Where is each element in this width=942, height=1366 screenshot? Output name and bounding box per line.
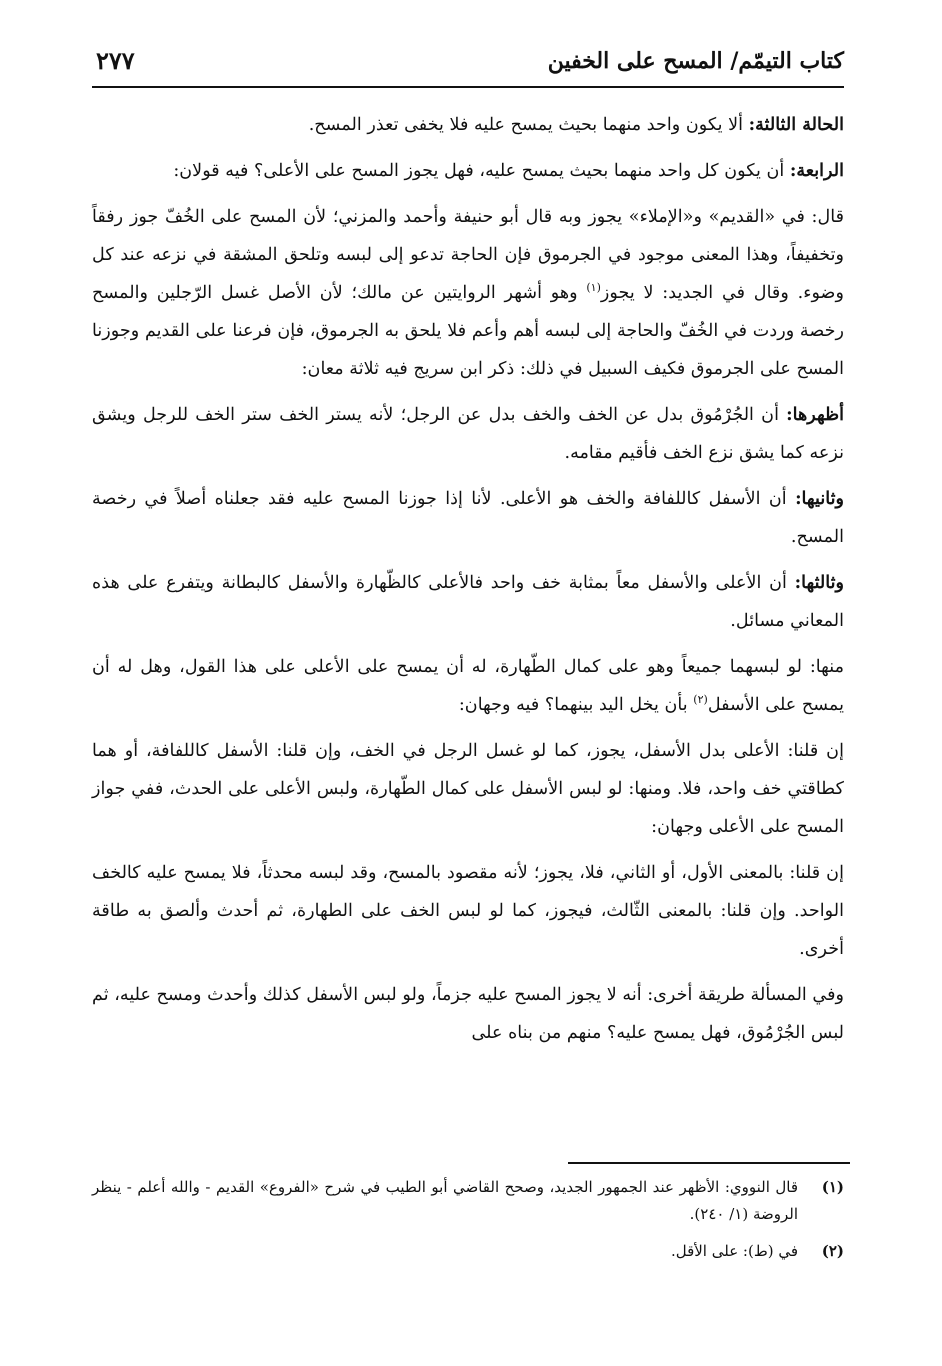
footnote-text: في (ط): على الأقل. <box>670 1242 798 1260</box>
paragraph-text: قال: في «القديم» و«الإملاء» يجوز وبه قال أبو حنيفة وأحمد والمزني؛ لأن المسح على الخُفّ جوز رفقاً وتخفيفاً، وهذا المعنى موجود في الجرموق فإن الحاجة تدعو إلى لبسه وتلحق المشقة في نزعه عند كل وضوء. وقال في الجديد: لا يجوز <box>92 207 844 303</box>
paragraph-lead: وثانيها: <box>795 488 844 509</box>
paragraph-text: إن قلنا: الأعلى بدل الأسفل، يجوز، كما لو غسل الرجل في الخف، وإن قلنا: الأسفل كاللفافة، أو هما كطاقتي خف واحد، فلا. ومنها: لو لبس الأسفل على كمال الطّهارة، ولبس الأعلى على الحدث، ففي جواز المسح على الأعلى وجهان: <box>92 741 844 837</box>
footnote-item <box>92 1238 844 1265</box>
footnote-number: (١) <box>821 1178 844 1196</box>
paragraph-text: أن يكون كل واحد منهما بحيث يمسح عليه، فهل يجوز المسح على الأعلى؟ فيه قولان: <box>173 161 790 181</box>
paragraph-text: منها: لو لبسهما جميعاً وهو على كمال الطّهارة، له أن يمسح على الأعلى على هذا القول، وهل له أن يمسح على الأسفل <box>92 657 844 715</box>
paragraph <box>92 976 844 1052</box>
main-text <box>92 106 844 1052</box>
paragraph-text: وفي المسألة طريقة أخرى: أنه لا يجوز المسح عليه جزماً، ولو لبس الأسفل كذلك وأحدث ومسح عليه، ثم لبس الجُرْمُوق، فهل يمسح عليه؟ منهم من بناه على <box>92 985 844 1043</box>
paragraph <box>92 152 844 190</box>
paragraph <box>92 564 844 640</box>
paragraph-text: أن الجُرْمُوق بدل عن الخف والخف بدل عن الرجل؛ لأنه يستر الخف ستر الخف للرجل ويشق نزعه كما يشق نزع الخف فأقيم مقامه. <box>92 405 844 463</box>
footnote-marker[interactable]: (٢) <box>693 693 708 707</box>
paragraph-lead: الحالة الثالثة: <box>748 114 844 135</box>
running-title: كتاب التيمّم/ المسح على الخفين <box>547 48 844 74</box>
paragraph <box>92 648 844 724</box>
paragraph <box>92 480 844 556</box>
paragraph-text: أن الأسفل كاللفافة والخف هو الأعلى. لأنا إذا جوزنا المسح عليه فقد جعلناه أصلاً في رخصة المسح. <box>92 489 844 547</box>
footnotes <box>92 1174 844 1275</box>
paragraph-lead: أظهرها: <box>786 404 844 425</box>
paragraph-text: ألا يكون واحد منهما بحيث يمسح عليه فلا يخفى تعذر المسح. <box>308 115 749 135</box>
paragraph <box>92 198 844 388</box>
paragraph-lead: وثالثها: <box>794 572 844 593</box>
paragraph-text-continued: بأن يخل اليد بينهما؟ فيه وجهان: <box>458 695 694 715</box>
paragraph-text: إن قلنا: بالمعنى الأول، أو الثاني، فلا، يجوز؛ لأنه مقصود بالمسح، وقد لبسه محدثاً، فلا يمسح عليه كالخف الواحد. وإن قلنا: بالمعنى الثّالث، فيجوز، كما لو لبس الخف على الطهارة، ثم أحدث وألصق به طاقة أخرى. <box>92 863 844 959</box>
footnote-marker[interactable]: (١) <box>586 281 601 295</box>
paragraph <box>92 396 844 472</box>
paragraph <box>92 732 844 846</box>
footnote-number: (٢) <box>821 1242 844 1260</box>
paragraph-text: أن الأعلى والأسفل معاً بمثابة خف واحد فالأعلى كالظّهارة والأسفل كالبطانة ويتفرع على هذه المعاني مسائل. <box>92 573 844 631</box>
page-header <box>92 40 844 88</box>
paragraph-lead: الرابعة: <box>789 160 844 181</box>
footnote-divider <box>568 1162 850 1164</box>
paragraph <box>92 854 844 968</box>
footnote-item <box>92 1174 844 1228</box>
paragraph-text-continued: وهو أشهر الروايتين عن مالك؛ لأن الأصل غسل الرّجلين والمسح رخصة وردت في الخُفّ والحاجة إلى لبسه أهم وأعم فلا يلحق به الجرموق، فإن فرعنا على القديم وجوزنا المسح على الجرموق فكيف السبيل في ذلك: ذكر ابن سريج فيه ثلاثة معان: <box>92 283 844 379</box>
paragraph <box>92 106 844 144</box>
page-number: ٢٧٧ <box>96 46 135 75</box>
footnote-text: قال النووي: الأظهر عند الجمهور الجديد، وصحح القاضي أبو الطيب في شرح «الفروع» القديم - والله أعلم - ينظر الروضة (١/ ٢٤٠). <box>92 1178 798 1223</box>
